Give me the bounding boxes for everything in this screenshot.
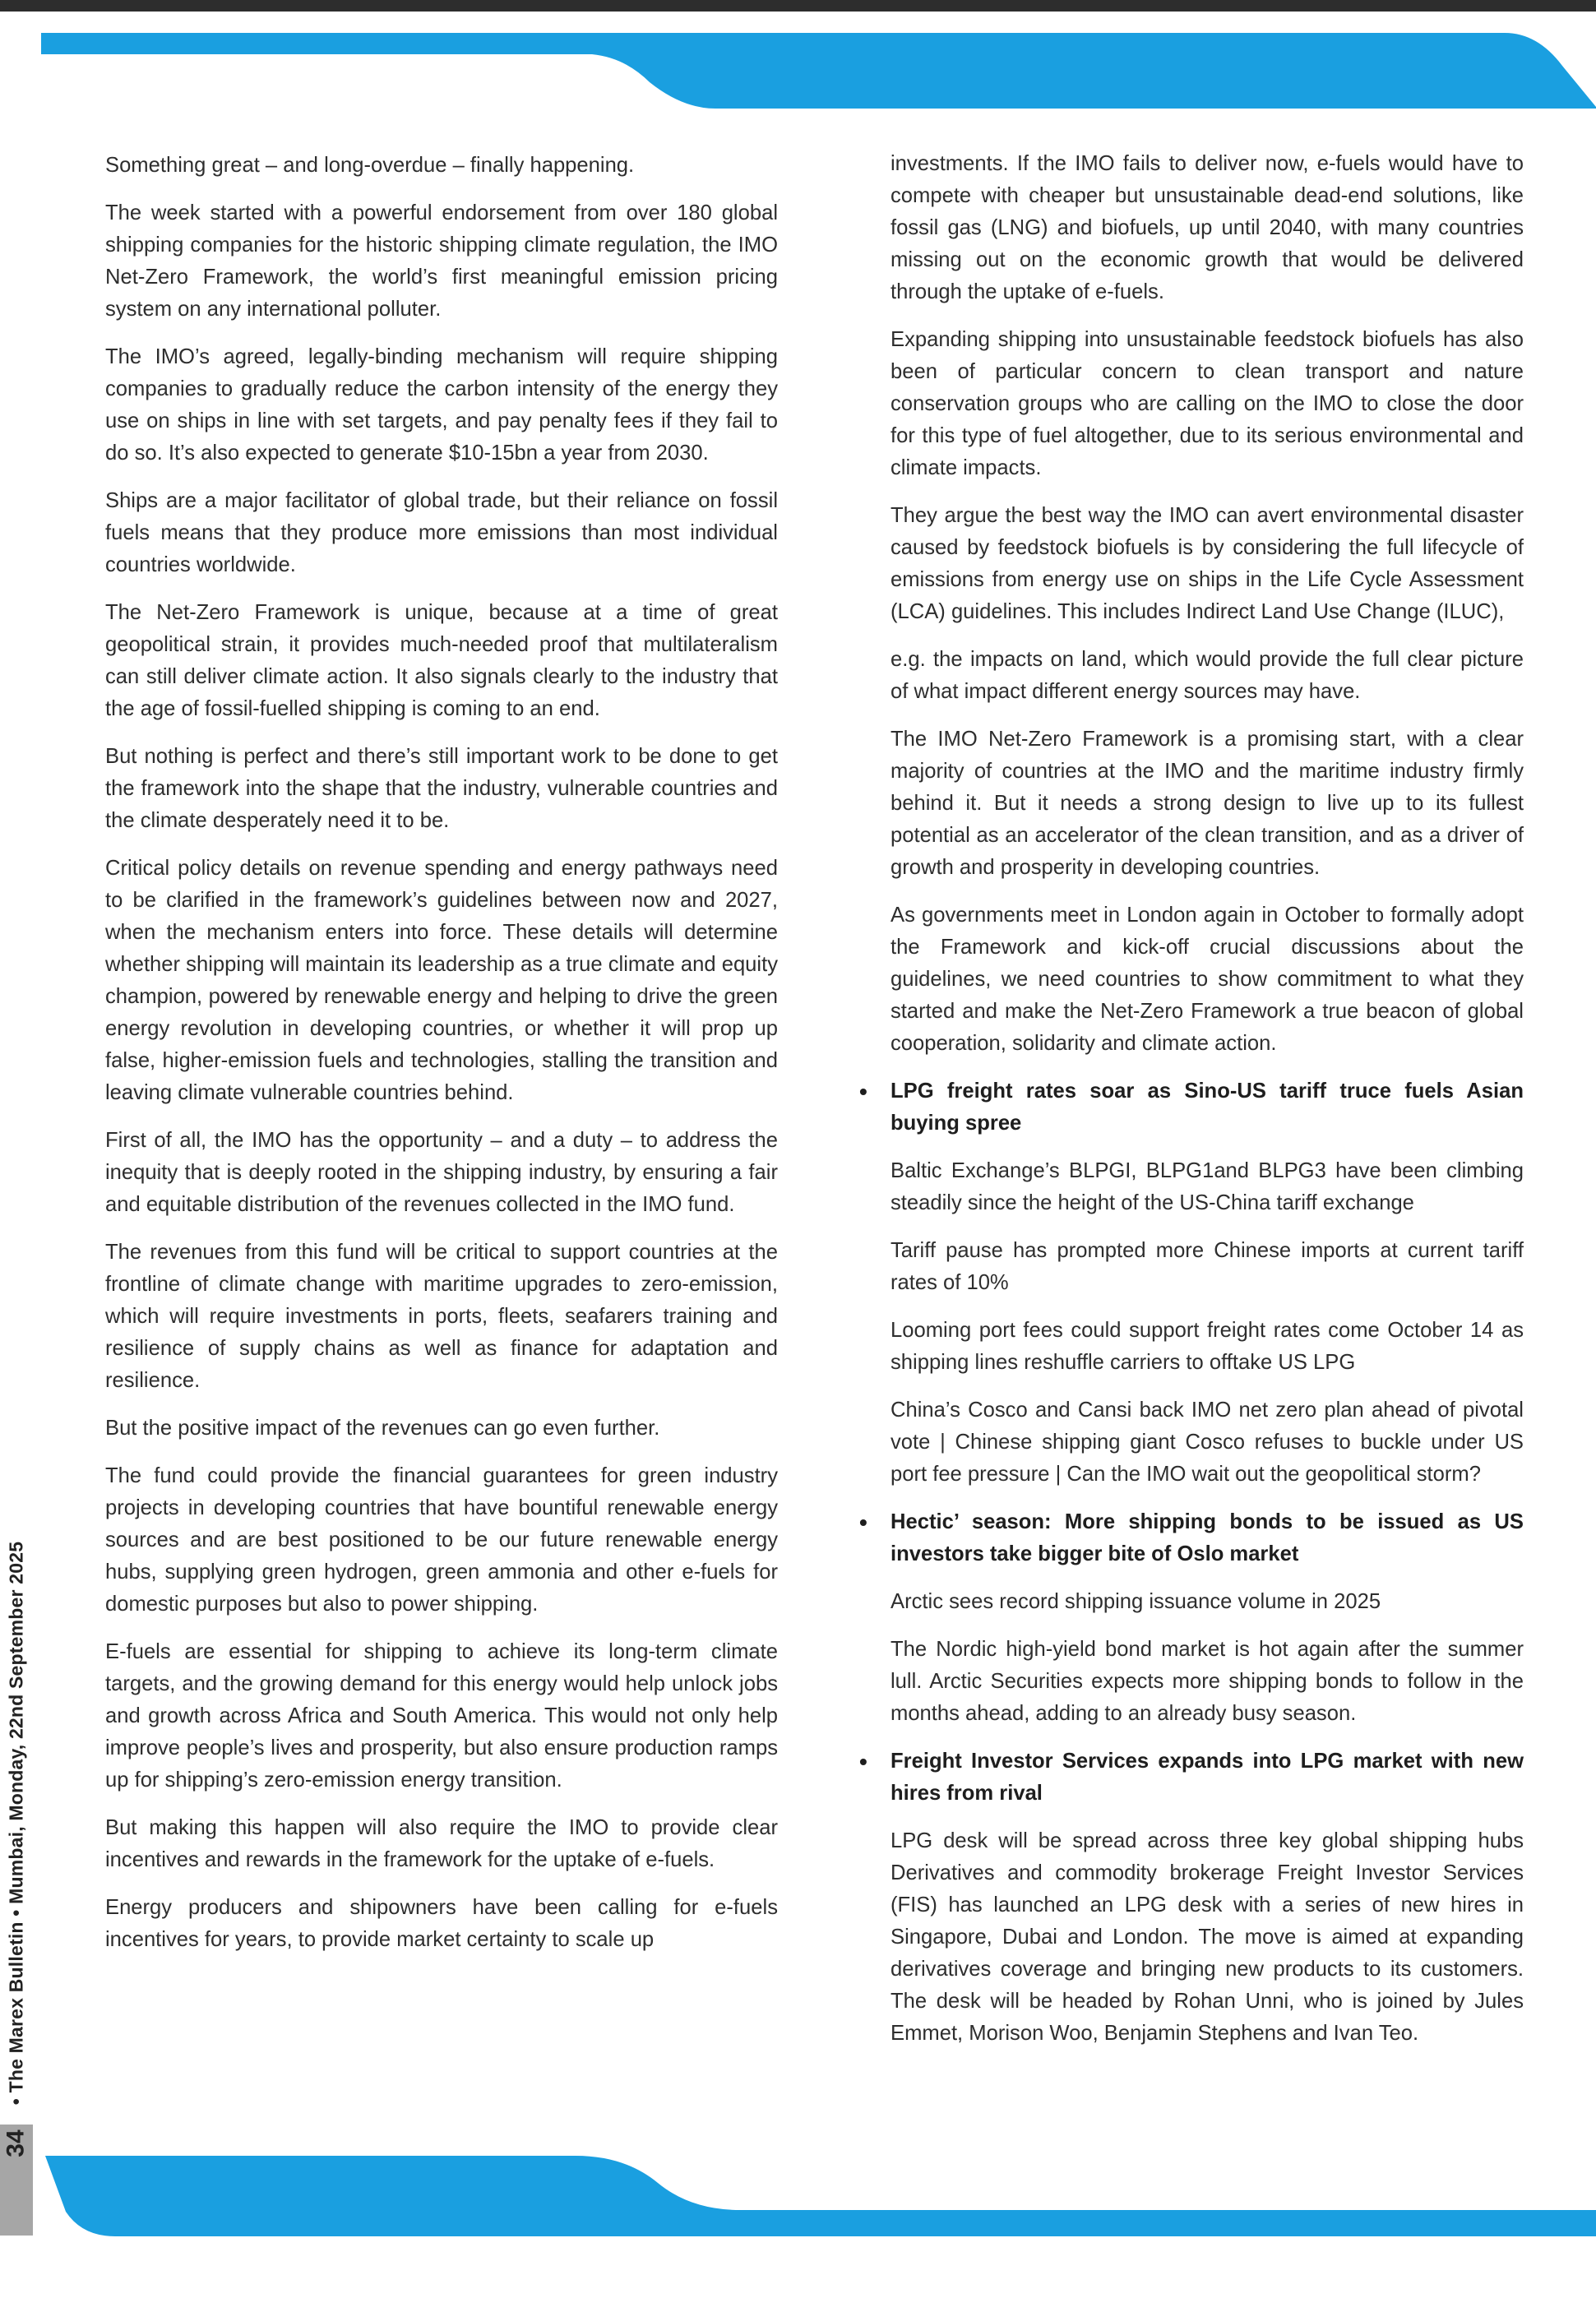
footer-accent-banner: [0, 2154, 1596, 2245]
article-paragraph: The revenues from this fund will be critical to support countries at the frontline of climate change with maritime upgrades to zero-emission, which will require investments in ports, fleets, seafarers training and resilience of supply chains as well as finance for adaptation and resilience.: [105, 1241, 778, 1392]
news-summary-paragraph: Baltic Exchange’s BLPGI, BLPG1and BLPG3 have been climbing steadily since the height of the US-China tariff exchange: [891, 1159, 1524, 1214]
article-paragraph: The IMO’s agreed, legally-binding mechanism will require shipping companies to gradually reduce the carbon intensity of the energy they use on ships in line with set targets, and pay penalty fees if they fail to do so. It’s also expected to generate $10-15bn a year from 2030.: [105, 345, 778, 465]
article-paragraph: Expanding shipping into unsustainable feedstock biofuels has also been of particular concern to clean transport and nature conservation groups who are calling on the IMO to close the door for this type of fuel altogether, due to its serious environmental and climate impacts.: [891, 328, 1524, 479]
news-summary-paragraph: The Nordic high-yield bond market is hot again after the summer lull. Arctic Securities expects more shipping bonds to follow in the months ahead, adding to an already busy season.: [891, 1638, 1524, 1725]
news-headline: [859, 1075, 1524, 1140]
article-paragraph: Something great – and long-overdue – finally happening.: [105, 154, 635, 177]
article-paragraph: e.g. the impacts on land, which would provide the full clear picture of what impact different energy sources may have.: [891, 648, 1524, 703]
spine-text: • The Marex Bulletin • Mumbai, Monday, 22nd September 2025: [5, 1541, 27, 2106]
article-paragraph: But the positive impact of the revenues can go even further.: [105, 1417, 660, 1440]
news-headline-text: Freight Investor Services expands into LPG market with new hires from rival: [891, 1750, 1524, 1805]
article-paragraph: Ships are a major facilitator of global trade, but their reliance on fossil fuels means that they produce more emissions than most individual countries worldwide.: [105, 489, 778, 576]
footer-accent-shape: [45, 2156, 1596, 2236]
news-headline-text: Hectic’ season: More shipping bonds to be issued as US investors take bigger bite of Oslo market: [891, 1510, 1524, 1565]
news-headline: [859, 1506, 1524, 1570]
article-paragraph: But making this happen will also require the IMO to provide clear incentives and rewards in the framework for the uptake of e-fuels.: [105, 1816, 778, 1871]
article-paragraph: The Net-Zero Framework is unique, because at a time of great geopolitical strain, it provides much-needed proof that multilateralism can still deliver climate action. It also signals clearly to the industry that the age of fossil-fuelled shipping is coming to an end.: [105, 601, 778, 720]
news-headline: [859, 1745, 1524, 1810]
left-column: [105, 148, 778, 1972]
page-number-tab: [0, 2125, 33, 2236]
header-accent-banner: [0, 0, 1596, 115]
article-paragraph: As governments meet in London again in October to formally adopt the Framework and kick-off crucial discussions about the guidelines, we need countries to show commitment to what they started and make the Net-Zero Framework a true beacon of global cooperation, solidarity and climate action.: [891, 904, 1524, 1055]
page-number: 34: [2, 2129, 30, 2157]
article-paragraph: Critical policy details on revenue spending and energy pathways need to be clarified in the framework’s guidelines between now and 2027, when the mechanism enters into force. These details will determine whether shipping will maintain its leadership as a true climate and equity champion, powered by renewable energy and helping to drive the green energy revolution in developing countries, or whether it will prop up false, higher-emission fuels and technologies, stalling the transition and leaving climate vulnerable countries behind.: [105, 857, 779, 1104]
article-paragraph: The fund could provide the financial guarantees for green industry projects in developing countries that have bountiful renewable energy sources and are best positioned to be our future renewable energy hubs, supplying green hydrogen, green ammonia and other e-fuels for domestic purposes but also to power shipping.: [105, 1464, 778, 1616]
article-paragraph: investments. If the IMO fails to deliver now, e-fuels would have to compete with cheaper but unsustainable dead-end solutions, like fossil gas (LNG) and biofuels, up until 2040, with many countries missing out on the economic growth that would be delivered through the uptake of e-fuels.: [891, 152, 1524, 303]
news-summary-paragraph: Looming port fees could support freight rates come October 14 as shipping lines reshuffle carriers to offtake US LPG: [891, 1319, 1524, 1374]
news-summary-paragraph: China’s Cosco and Cansi back IMO net zero plan ahead of pivotal vote | Chinese shipping giant Cosco refuses to buckle under US port fee pressure | Can the IMO wait out the geopolitical storm?: [891, 1399, 1524, 1486]
bullet-icon: •: [859, 1510, 867, 1535]
article-paragraph: But nothing is perfect and there’s still important work to be done to get the framework into the shape that the industry, vulnerable countries and the climate desperately need it to be.: [105, 745, 778, 832]
article-paragraph: E-fuels are essential for shipping to achieve its long-term climate targets, and the growing demand for this energy would help unlock jobs and growth across Africa and South America. This would not only help improve people’s lives and prosperity, but also ensure production ramps up for shipping’s zero-emission energy transition.: [105, 1640, 778, 1792]
news-summary-paragraph: Tariff pause has prompted more Chinese imports at current tariff rates of 10%: [891, 1239, 1524, 1294]
bullet-icon: •: [859, 1749, 867, 1774]
article-paragraph: They argue the best way the IMO can avert environmental disaster caused by feedstock biofuels is by considering the full lifecycle of emissions from energy use on ships in the Life Cycle Assessment (LCA) guidelines. This includes Indirect Land Use Change (ILUC),: [891, 504, 1524, 623]
news-summary-paragraph: Arctic sees record shipping issuance volume in 2025: [891, 1590, 1381, 1613]
article-paragraph: Energy producers and shipowners have been calling for e-fuels incentives for years, to provide market certainty to scale up: [105, 1896, 778, 1951]
news-headline-text: LPG freight rates soar as Sino-US tariff truce fuels Asian buying spree: [891, 1080, 1524, 1135]
article-paragraph: First of all, the IMO has the opportunity – and a duty – to address the inequity that is deeply rooted in the shipping industry, by ensuring a fair and equitable distribution of the revenues collected in the IMO fund.: [105, 1129, 778, 1216]
news-summary-paragraph: LPG desk will be spread across three key global shipping hubs Derivatives and commodity brokerage Freight Investor Services (FIS) has launched an LPG desk with a series of new hires in Singapore, Dubai and London. The move is aimed at expanding derivatives coverage and bringing new products to its customers. The desk will be headed by Rohan Unni, who is joined by Jules Emmet, Morison Woo, Benjamin Stephens and Ivan Teo.: [891, 1829, 1524, 2045]
bullet-icon: •: [859, 1079, 867, 1104]
right-column: [859, 148, 1524, 2065]
spine-label: [0, 1468, 33, 2179]
article-paragraph: The IMO Net-Zero Framework is a promising start, with a clear majority of countries at the IMO and the maritime industry firmly behind it. But it needs a strong design to live up to its fullest potential as an accelerator of the clean transition, and as a driver of growth and prosperity in developing countries.: [891, 728, 1524, 879]
header-accent-shape: [41, 33, 1596, 109]
article-paragraph: The week started with a powerful endorsement from over 180 global shipping companies for the historic shipping climate regulation, the IMO Net-Zero Framework, the world’s first meaningful emission pricing system on any international polluter.: [105, 201, 778, 321]
